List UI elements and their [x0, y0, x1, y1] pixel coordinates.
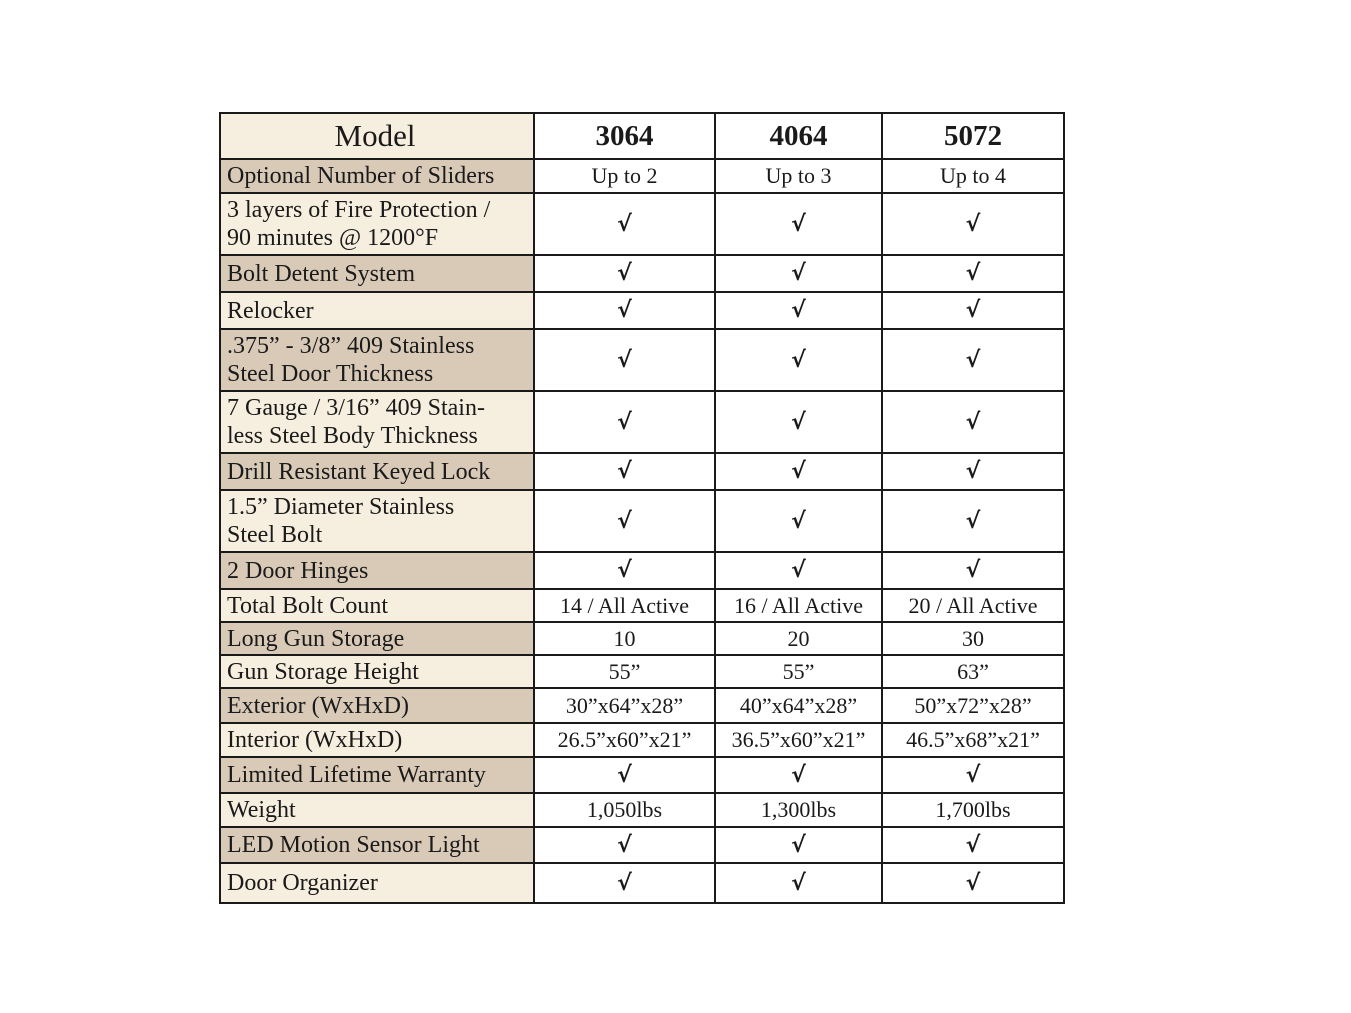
check-mark-icon: √ — [882, 757, 1064, 793]
row-label: Relocker — [220, 292, 534, 329]
check-mark-icon: √ — [534, 827, 715, 863]
check-mark-icon: √ — [534, 391, 715, 453]
row-label: Long Gun Storage — [220, 622, 534, 655]
table-row — [220, 827, 1064, 863]
model-header-label: Model — [220, 113, 534, 159]
check-mark-icon: √ — [715, 490, 882, 552]
row-label: Limited Lifetime Warranty — [220, 757, 534, 793]
row-label: Door Organizer — [220, 863, 534, 903]
table-row — [220, 453, 1064, 490]
row-label: 7 Gauge / 3/16” 409 Stain- less Steel Body Thickness — [220, 391, 534, 453]
row-label: Weight — [220, 793, 534, 827]
row-value: 30 — [882, 622, 1064, 655]
row-value: 20 / All Active — [882, 589, 1064, 622]
check-mark-icon: √ — [534, 863, 715, 903]
row-value: 16 / All Active — [715, 589, 882, 622]
check-mark-icon: √ — [882, 863, 1064, 903]
check-mark-icon: √ — [882, 552, 1064, 589]
row-value: 1,300lbs — [715, 793, 882, 827]
check-mark-icon: √ — [715, 292, 882, 329]
check-mark-icon: √ — [882, 193, 1064, 255]
table-row — [220, 655, 1064, 688]
table-row — [220, 723, 1064, 757]
row-value: Up to 3 — [715, 159, 882, 193]
table-row — [220, 292, 1064, 329]
model-header-5072: 5072 — [882, 113, 1064, 159]
row-value: 1,700lbs — [882, 793, 1064, 827]
table-row — [220, 589, 1064, 622]
table-row — [220, 391, 1064, 453]
header-row — [220, 113, 1064, 159]
row-label: 2 Door Hinges — [220, 552, 534, 589]
check-mark-icon: √ — [715, 329, 882, 391]
row-label: Total Bolt Count — [220, 589, 534, 622]
row-label: Drill Resistant Keyed Lock — [220, 453, 534, 490]
check-mark-icon: √ — [882, 453, 1064, 490]
check-mark-icon: √ — [882, 391, 1064, 453]
row-label: Interior (WxHxD) — [220, 723, 534, 757]
check-mark-icon: √ — [715, 757, 882, 793]
table-row — [220, 552, 1064, 589]
check-mark-icon: √ — [882, 329, 1064, 391]
row-value: Up to 2 — [534, 159, 715, 193]
row-value: 55” — [715, 655, 882, 688]
check-mark-icon: √ — [715, 863, 882, 903]
check-mark-icon: √ — [882, 255, 1064, 292]
row-value: 20 — [715, 622, 882, 655]
row-value: 26.5”x60”x21” — [534, 723, 715, 757]
row-value: 55” — [534, 655, 715, 688]
row-label: Optional Number of Sliders — [220, 159, 534, 193]
check-mark-icon: √ — [882, 490, 1064, 552]
model-header-4064: 4064 — [715, 113, 882, 159]
check-mark-icon: √ — [534, 757, 715, 793]
table-row — [220, 255, 1064, 292]
table-row — [220, 193, 1064, 255]
check-mark-icon: √ — [882, 292, 1064, 329]
row-label: LED Motion Sensor Light — [220, 827, 534, 863]
check-mark-icon: √ — [534, 552, 715, 589]
table-row — [220, 490, 1064, 552]
row-value: 50”x72”x28” — [882, 688, 1064, 723]
row-label: Exterior (WxHxD) — [220, 688, 534, 723]
table-row — [220, 793, 1064, 827]
table-row — [220, 757, 1064, 793]
row-value: 40”x64”x28” — [715, 688, 882, 723]
row-value: 1,050lbs — [534, 793, 715, 827]
row-value: 10 — [534, 622, 715, 655]
check-mark-icon: √ — [715, 193, 882, 255]
row-label: .375” - 3/8” 409 Stainless Steel Door Thickness — [220, 329, 534, 391]
row-label: Bolt Detent System — [220, 255, 534, 292]
check-mark-icon: √ — [534, 255, 715, 292]
row-label: Gun Storage Height — [220, 655, 534, 688]
check-mark-icon: √ — [715, 827, 882, 863]
row-value: 36.5”x60”x21” — [715, 723, 882, 757]
check-mark-icon: √ — [534, 329, 715, 391]
check-mark-icon: √ — [715, 255, 882, 292]
check-mark-icon: √ — [715, 552, 882, 589]
table-row — [220, 622, 1064, 655]
row-value: 30”x64”x28” — [534, 688, 715, 723]
row-value: 63” — [882, 655, 1064, 688]
check-mark-icon: √ — [715, 391, 882, 453]
check-mark-icon: √ — [882, 827, 1064, 863]
check-mark-icon: √ — [534, 453, 715, 490]
check-mark-icon: √ — [534, 292, 715, 329]
row-value: Up to 4 — [882, 159, 1064, 193]
table-row — [220, 863, 1064, 903]
spec-comparison-table — [219, 112, 1065, 904]
row-label: 1.5” Diameter Stainless Steel Bolt — [220, 490, 534, 552]
check-mark-icon: √ — [534, 490, 715, 552]
row-value: 14 / All Active — [534, 589, 715, 622]
row-value: 46.5”x68”x21” — [882, 723, 1064, 757]
table-row — [220, 329, 1064, 391]
row-label: 3 layers of Fire Protection / 90 minutes @ 1200°F — [220, 193, 534, 255]
table-row — [220, 688, 1064, 723]
table-row — [220, 159, 1064, 193]
model-header-3064: 3064 — [534, 113, 715, 159]
check-mark-icon: √ — [534, 193, 715, 255]
check-mark-icon: √ — [715, 453, 882, 490]
